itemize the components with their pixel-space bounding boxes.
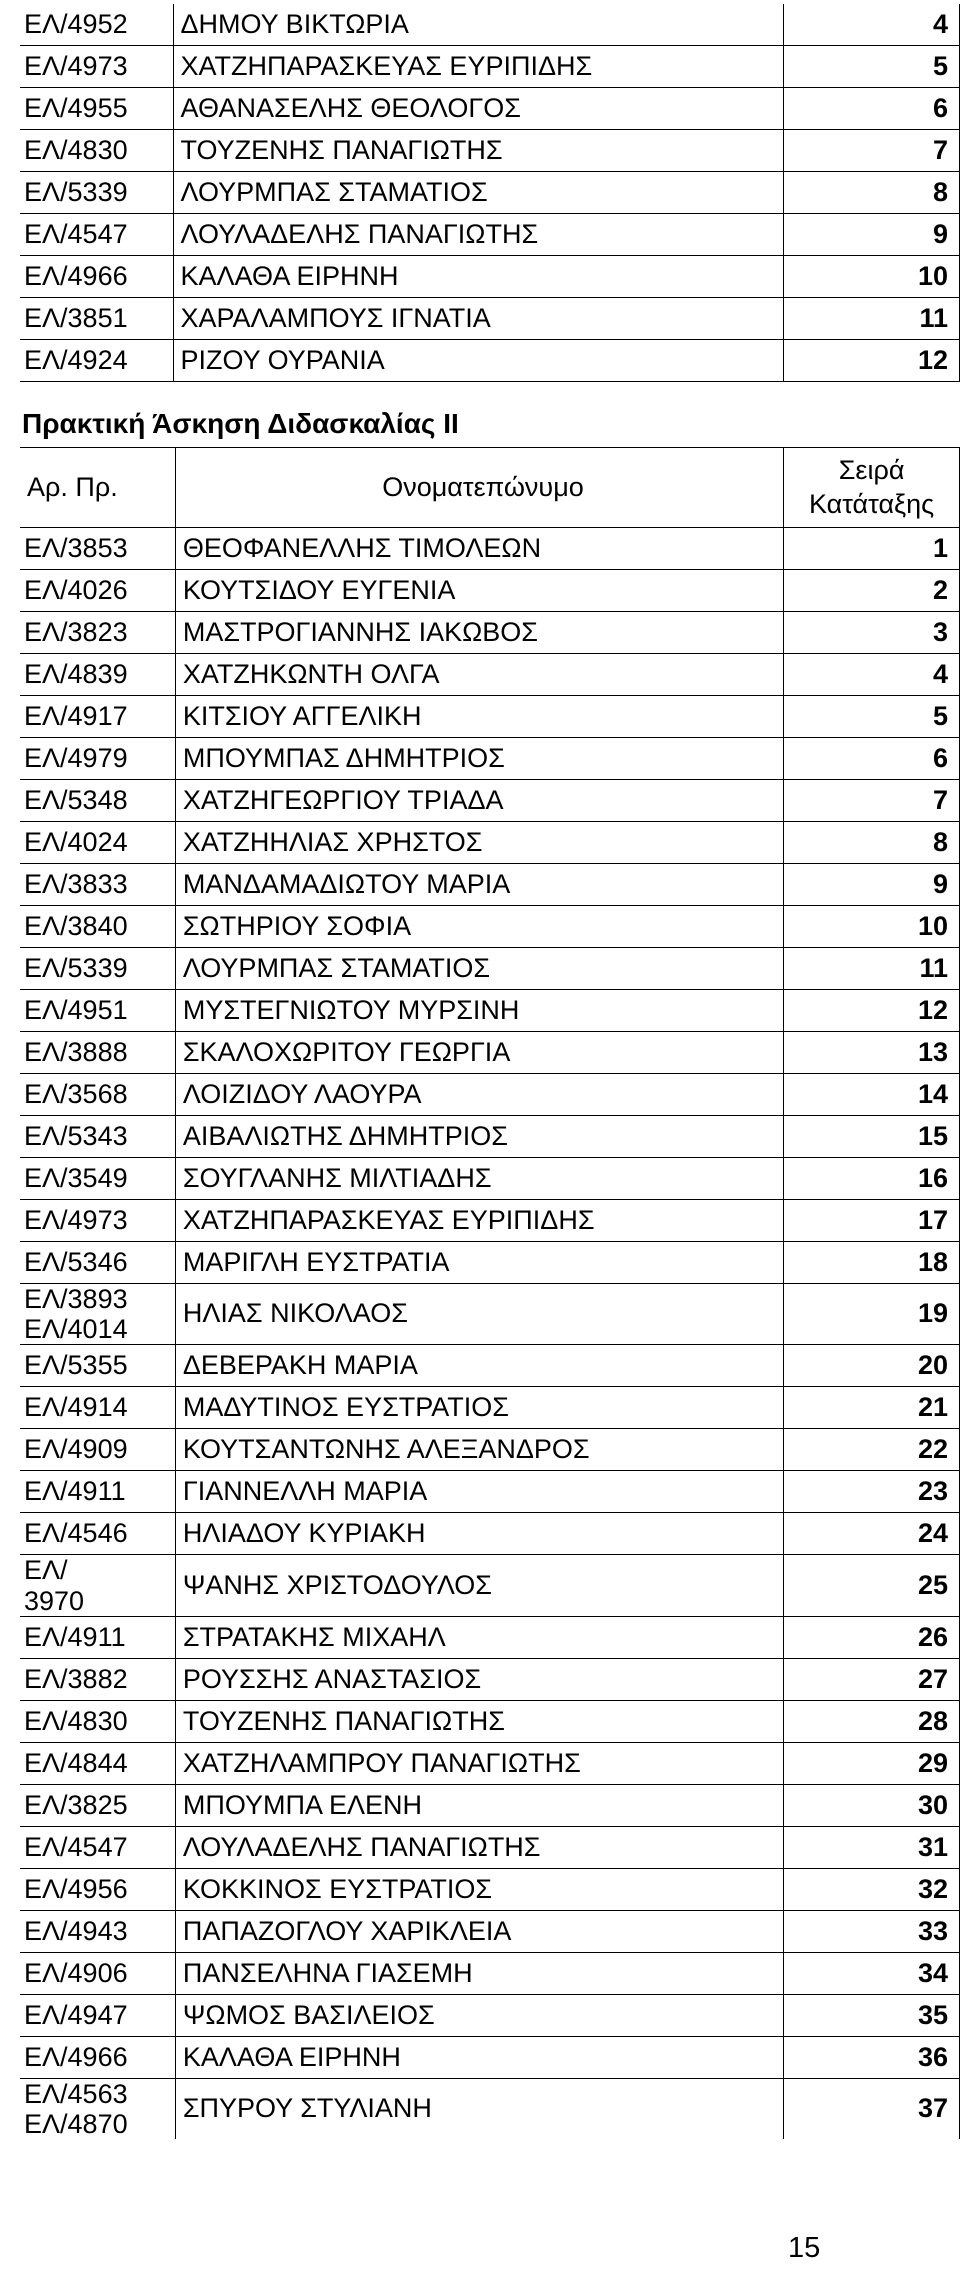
table-row [20, 1784, 960, 1826]
table-row [20, 1345, 960, 1387]
header-code: Αρ. Πρ. [20, 448, 175, 528]
cell-name: ΚΟΥΤΣΙΔΟΥ ΕΥΓΕΝΙΑ [175, 570, 783, 612]
cell-name: ΘΕΟΦΑΝΕΛΛΗΣ ΤΙΜΟΛΕΩΝ [175, 528, 783, 570]
cell-rank: 1 [784, 528, 960, 570]
cell-name: ΣΚΑΛΟΧΩΡΙΤΟΥ ΓΕΩΡΓΙΑ [175, 1032, 783, 1074]
cell-code [20, 172, 173, 214]
code-line: ΕΛ/3568 [24, 1078, 128, 1109]
table-row [20, 1868, 960, 1910]
cell-name: ΧΑΤΖΗΠΑΡΑΣΚΕΥΑΣ ΕΥΡΙΠΙΔΗΣ [175, 1200, 783, 1242]
code-line: ΕΛ/3825 [24, 1789, 128, 1820]
cell-code [20, 570, 175, 612]
cell-code [20, 696, 175, 738]
code-line: ΕΛ/4973 [24, 50, 128, 81]
cell-name: ΛΟΥΛΑΔΕΛΗΣ ΠΑΝΑΓΙΩΤΗΣ [175, 1826, 783, 1868]
cell-rank: 12 [784, 340, 960, 382]
cell-code [20, 1074, 175, 1116]
cell-code [20, 88, 173, 130]
cell-rank: 16 [784, 1158, 960, 1200]
cell-name: ΛΟΙΖΙΔΟΥ ΛΑΟΥΡΑ [175, 1074, 783, 1116]
code-line: ΕΛ/4547 [24, 1831, 128, 1862]
table-row [20, 172, 960, 214]
cell-code [20, 1116, 175, 1158]
cell-code [20, 1616, 175, 1658]
cell-code [20, 1700, 175, 1742]
cell-name: ΚΟΚΚΙΝΟΣ ΕΥΣΤΡΑΤΙΟΣ [175, 1868, 783, 1910]
code-line-2: ΕΛ/4870 [24, 2109, 128, 2140]
cell-rank: 9 [784, 864, 960, 906]
table-row [20, 1513, 960, 1555]
cell-rank: 35 [784, 1994, 960, 2036]
code-line: ΕΛ/4943 [24, 1915, 128, 1946]
cell-name: ΚΙΤΣΙΟΥ ΑΓΓΕΛΙΚΗ [175, 696, 783, 738]
ranking-table-body [20, 448, 960, 2140]
cell-rank: 19 [784, 1284, 960, 1345]
table-row [20, 1387, 960, 1429]
cell-rank: 25 [784, 1555, 960, 1616]
table-row [20, 528, 960, 570]
cell-name: ΗΛΙΑΣ ΝΙΚΟΛΑΟΣ [175, 1284, 783, 1345]
cell-rank: 7 [784, 130, 960, 172]
cell-rank: 28 [784, 1700, 960, 1742]
header-rank-line2: Κατάταξης [808, 488, 935, 519]
table-row [20, 2036, 960, 2078]
table-row [20, 88, 960, 130]
cell-rank: 10 [784, 906, 960, 948]
cell-name: ΜΠΟΥΜΠΑΣ ΔΗΜΗΤΡΙΟΣ [175, 738, 783, 780]
code-line: ΕΛ/3851 [24, 302, 128, 333]
cell-code [20, 1345, 175, 1387]
table-row [20, 1700, 960, 1742]
cell-rank: 31 [784, 1826, 960, 1868]
header-rank-line1: Σειρά [838, 454, 905, 485]
table-row [20, 214, 960, 256]
code-line: ΕΛ/3833 [24, 868, 128, 899]
cell-rank: 36 [784, 2036, 960, 2078]
code-line: ΕΛ/5339 [24, 176, 128, 207]
cell-rank: 15 [784, 1116, 960, 1158]
code-line: ΕΛ/4546 [24, 1518, 128, 1549]
cell-rank: 9 [784, 214, 960, 256]
cell-code [20, 214, 173, 256]
table-row [20, 1116, 960, 1158]
table-row [20, 948, 960, 990]
cell-code [20, 4, 173, 46]
code-line: ΕΛ/3882 [24, 1663, 128, 1694]
cell-rank: 4 [784, 654, 960, 696]
cell-code [20, 1471, 175, 1513]
section-title: Πρακτική Άσκηση Διδασκαλίας ΙΙ [22, 408, 459, 439]
code-line: ΕΛ/ [24, 1555, 68, 1586]
table-row [20, 1032, 960, 1074]
header-name: Ονοματεπώνυμο [175, 448, 783, 528]
cell-rank: 29 [784, 1742, 960, 1784]
code-line: ΕΛ/5343 [24, 1120, 128, 1151]
code-line: ΕΛ/5346 [24, 1246, 128, 1277]
cell-code [20, 1429, 175, 1471]
cell-code [20, 1826, 175, 1868]
code-line: ΕΛ/4026 [24, 574, 128, 605]
cell-rank: 27 [784, 1658, 960, 1700]
code-line: ΕΛ/3888 [24, 1036, 128, 1067]
cell-rank: 34 [784, 1952, 960, 1994]
cell-name: ΔΕΒΕΡΑΚΗ ΜΑΡΙΑ [175, 1345, 783, 1387]
cell-code [20, 46, 173, 88]
cell-code [20, 990, 175, 1032]
cell-rank: 33 [784, 1910, 960, 1952]
cell-name: ΛΟΥΛΑΔΕΛΗΣ ΠΑΝΑΓΙΩΤΗΣ [173, 214, 784, 256]
cell-name: ΠΑΝΣΕΛΗΝΑ ΓΙΑΣΕΜΗ [175, 1952, 783, 1994]
cell-code [20, 948, 175, 990]
cell-code [20, 738, 175, 780]
table-row [20, 570, 960, 612]
cell-name: ΧΑΤΖΗΗΛΙΑΣ ΧΡΗΣΤΟΣ [175, 822, 783, 864]
cell-code [20, 1658, 175, 1700]
table-row [20, 1074, 960, 1116]
code-line: ΕΛ/3549 [24, 1162, 128, 1193]
cell-name: ΣΩΤΗΡΙΟΥ ΣΟΦΙΑ [175, 906, 783, 948]
cell-code [20, 1284, 175, 1345]
code-line: ΕΛ/3893 [24, 1284, 128, 1314]
table-row [20, 1284, 960, 1345]
code-line: ΕΛ/3853 [24, 532, 128, 563]
cell-rank: 8 [784, 172, 960, 214]
cell-code [20, 1242, 175, 1284]
cell-name: ΣΟΥΓΛΑΝΗΣ ΜΙΛΤΙΑΔΗΣ [175, 1158, 783, 1200]
cell-rank: 3 [784, 612, 960, 654]
cell-name: ΚΑΛΑΘΑ ΕΙΡΗΝΗ [173, 256, 784, 298]
table-row [20, 4, 960, 46]
table-row [20, 340, 960, 382]
cell-rank: 18 [784, 1242, 960, 1284]
cell-code [20, 1868, 175, 1910]
code-line-2: ΕΛ/4014 [24, 1314, 128, 1345]
cell-name: ΛΟΥΡΜΠΑΣ ΣΤΑΜΑΤΙΟΣ [175, 948, 783, 990]
cell-rank: 22 [784, 1429, 960, 1471]
code-line: ΕΛ/4966 [24, 260, 128, 291]
code-line: ΕΛ/4911 [24, 1621, 126, 1652]
table-row [20, 1994, 960, 2036]
code-line: ΕΛ/4917 [24, 700, 128, 731]
code-line: ΕΛ/4973 [24, 1204, 128, 1235]
code-line: ΕΛ/4024 [24, 826, 128, 857]
cell-code [20, 2036, 175, 2078]
cell-rank: 30 [784, 1784, 960, 1826]
code-line: ΕΛ/4909 [24, 1434, 128, 1465]
code-line: ΕΛ/4951 [24, 994, 128, 1025]
table-row [20, 1158, 960, 1200]
cell-name: ΜΠΟΥΜΠΑ ΕΛΕΝΗ [175, 1784, 783, 1826]
cell-rank: 8 [784, 822, 960, 864]
cell-name: ΧΑΤΖΗΚΩΝΤΗ ΟΛΓΑ [175, 654, 783, 696]
code-line: ΕΛ/4830 [24, 134, 128, 165]
cell-name: ΨΑΝΗΣ ΧΡΙΣΤΟΔΟΥΛΟΣ [175, 1555, 783, 1616]
cell-rank: 5 [784, 46, 960, 88]
code-line: ΕΛ/4924 [24, 344, 128, 375]
cell-code [20, 256, 173, 298]
cell-name: ΑΘΑΝΑΣΕΛΗΣ ΘΕΟΛΟΓΟΣ [173, 88, 784, 130]
table-row [20, 990, 960, 1032]
code-line: ΕΛ/4839 [24, 658, 128, 689]
cell-rank: 4 [784, 4, 960, 46]
table-header-row [20, 448, 960, 528]
cell-name: ΜΑΝΔΑΜΑΔΙΩΤΟΥ ΜΑΡΙΑ [175, 864, 783, 906]
table-row [20, 298, 960, 340]
table-row [20, 696, 960, 738]
cell-name: ΧΑΤΖΗΠΑΡΑΣΚΕΥΑΣ ΕΥΡΙΠΙΔΗΣ [173, 46, 784, 88]
table-row [20, 906, 960, 948]
code-line: ΕΛ/4966 [24, 2041, 128, 2072]
ranking-table-continued [20, 4, 960, 382]
cell-name: ΡΟΥΣΣΗΣ ΑΝΑΣΤΑΣΙΟΣ [175, 1658, 783, 1700]
cell-code [20, 822, 175, 864]
cell-code [20, 528, 175, 570]
cell-code [20, 1555, 175, 1616]
cell-code [20, 906, 175, 948]
code-line: ΕΛ/4911 [24, 1476, 126, 1507]
code-line: ΕΛ/4547 [24, 218, 128, 249]
table-row [20, 822, 960, 864]
cell-name: ΡΙΖΟΥ ΟΥΡΑΝΙΑ [173, 340, 784, 382]
cell-name: ΣΤΡΑΤΑΚΗΣ ΜΙΧΑΗΛ [175, 1616, 783, 1658]
code-line: ΕΛ/4955 [24, 92, 128, 123]
table-row [20, 1952, 960, 1994]
cell-rank: 6 [784, 88, 960, 130]
cell-code [20, 1513, 175, 1555]
ranking-table [20, 447, 960, 2139]
cell-name: ΓΙΑΝΝΕΛΛΗ ΜΑΡΙΑ [175, 1471, 783, 1513]
cell-name: ΧΑΡΑΛΑΜΠΟΥΣ ΙΓΝΑΤΙΑ [173, 298, 784, 340]
cell-rank: 37 [784, 2078, 960, 2139]
cell-rank: 14 [784, 1074, 960, 1116]
cell-rank: 11 [784, 298, 960, 340]
cell-code [20, 654, 175, 696]
cell-rank: 12 [784, 990, 960, 1032]
cell-code [20, 1952, 175, 1994]
table-row [20, 864, 960, 906]
cell-code [20, 340, 173, 382]
cell-code [20, 780, 175, 822]
table-row [20, 612, 960, 654]
header-rank [784, 448, 960, 528]
cell-code [20, 1200, 175, 1242]
code-line: ΕΛ/4952 [24, 8, 128, 39]
cell-code [20, 864, 175, 906]
code-line-2: 3970 [24, 1585, 85, 1616]
code-line: ΕΛ/4844 [24, 1747, 128, 1778]
page-number: 15 [788, 2232, 821, 2264]
cell-rank: 6 [784, 738, 960, 780]
cell-name: ΜΥΣΤΕΓΝΙΩΤΟΥ ΜΥΡΣΙΝΗ [175, 990, 783, 1032]
code-line: ΕΛ/4956 [24, 1873, 128, 1904]
cell-name: ΗΛΙΑΔΟΥ ΚΥΡΙΑΚΗ [175, 1513, 783, 1555]
code-line: ΕΛ/4947 [24, 1999, 128, 2030]
cell-code [20, 1742, 175, 1784]
code-line: ΕΛ/4563 [24, 2078, 128, 2109]
cell-name: ΤΟΥΖΕΝΗΣ ΠΑΝΑΓΙΩΤΗΣ [175, 1700, 783, 1742]
cell-rank: 11 [784, 948, 960, 990]
cell-rank: 10 [784, 256, 960, 298]
cell-rank: 24 [784, 1513, 960, 1555]
cell-name: ΧΑΤΖΗΓΕΩΡΓΙΟΥ ΤΡΙΑΔΑ [175, 780, 783, 822]
cell-code [20, 1032, 175, 1074]
table-row [20, 1826, 960, 1868]
cell-name: ΜΑΡΙΓΛΗ ΕΥΣΤΡΑΤΙΑ [175, 1242, 783, 1284]
cell-rank: 21 [784, 1387, 960, 1429]
code-line: ΕΛ/4979 [24, 742, 128, 773]
cell-code [20, 1784, 175, 1826]
cell-name: ΜΑΣΤΡΟΓΙΑΝΝΗΣ ΙΑΚΩΒΟΣ [175, 612, 783, 654]
table-row [20, 46, 960, 88]
cell-name: ΑΙΒΑΛΙΩΤΗΣ ΔΗΜΗΤΡΙΟΣ [175, 1116, 783, 1158]
cell-code [20, 130, 173, 172]
cell-name: ΛΟΥΡΜΠΑΣ ΣΤΑΜΑΤΙΟΣ [173, 172, 784, 214]
cell-rank: 13 [784, 1032, 960, 1074]
cell-rank: 2 [784, 570, 960, 612]
code-line: ΕΛ/3823 [24, 616, 128, 647]
cell-code [20, 612, 175, 654]
cell-rank: 32 [784, 1868, 960, 1910]
cell-name: ΠΑΠΑΖΟΓΛΟΥ ΧΑΡΙΚΛΕΙΑ [175, 1910, 783, 1952]
table-row [20, 1429, 960, 1471]
code-line: ΕΛ/4830 [24, 1705, 128, 1736]
cell-name: ΜΑΔΥΤΙΝΟΣ ΕΥΣΤΡΑΤΙΟΣ [175, 1387, 783, 1429]
table-row [20, 1616, 960, 1658]
table-row [20, 2078, 960, 2139]
code-line: ΕΛ/5348 [24, 784, 128, 815]
code-line: ΕΛ/5339 [24, 952, 128, 983]
table-row [20, 780, 960, 822]
cell-code [20, 1387, 175, 1429]
cell-rank: 26 [784, 1616, 960, 1658]
code-line: ΕΛ/4914 [24, 1392, 128, 1423]
table-row [20, 1242, 960, 1284]
cell-name: ΔΗΜΟΥ ΒΙΚΤΩΡΙΑ [173, 4, 784, 46]
cell-code [20, 1158, 175, 1200]
ranking-table-continued-body [20, 4, 960, 382]
table-row [20, 654, 960, 696]
cell-name: ΚΟΥΤΣΑΝΤΩΝΗΣ ΑΛΕΞΑΝΔΡΟΣ [175, 1429, 783, 1471]
cell-rank: 5 [784, 696, 960, 738]
cell-rank: 7 [784, 780, 960, 822]
code-line: ΕΛ/3840 [24, 910, 128, 941]
cell-name: ΣΠΥΡΟΥ ΣΤΥΛΙΑΝΗ [175, 2078, 783, 2139]
table-row [20, 1555, 960, 1616]
cell-name: ΧΑΤΖΗΛΑΜΠΡΟΥ ΠΑΝΑΓΙΩΤΗΣ [175, 1742, 783, 1784]
cell-name: ΤΟΥΖΕΝΗΣ ΠΑΝΑΓΙΩΤΗΣ [173, 130, 784, 172]
cell-rank: 20 [784, 1345, 960, 1387]
table-row [20, 1742, 960, 1784]
table-row [20, 738, 960, 780]
cell-code [20, 1910, 175, 1952]
table-row [20, 1910, 960, 1952]
cell-rank: 17 [784, 1200, 960, 1242]
cell-name: ΨΩΜΟΣ ΒΑΣΙΛΕΙΟΣ [175, 1994, 783, 2036]
cell-code [20, 2078, 175, 2139]
code-line: ΕΛ/5355 [24, 1350, 128, 1381]
code-line: ΕΛ/4906 [24, 1957, 128, 1988]
cell-rank: 23 [784, 1471, 960, 1513]
table-row [20, 1200, 960, 1242]
table-row [20, 256, 960, 298]
cell-code [20, 1994, 175, 2036]
table-row [20, 130, 960, 172]
table-row [20, 1658, 960, 1700]
table-row [20, 1471, 960, 1513]
cell-code [20, 298, 173, 340]
cell-name: ΚΑΛΑΘΑ ΕΙΡΗΝΗ [175, 2036, 783, 2078]
